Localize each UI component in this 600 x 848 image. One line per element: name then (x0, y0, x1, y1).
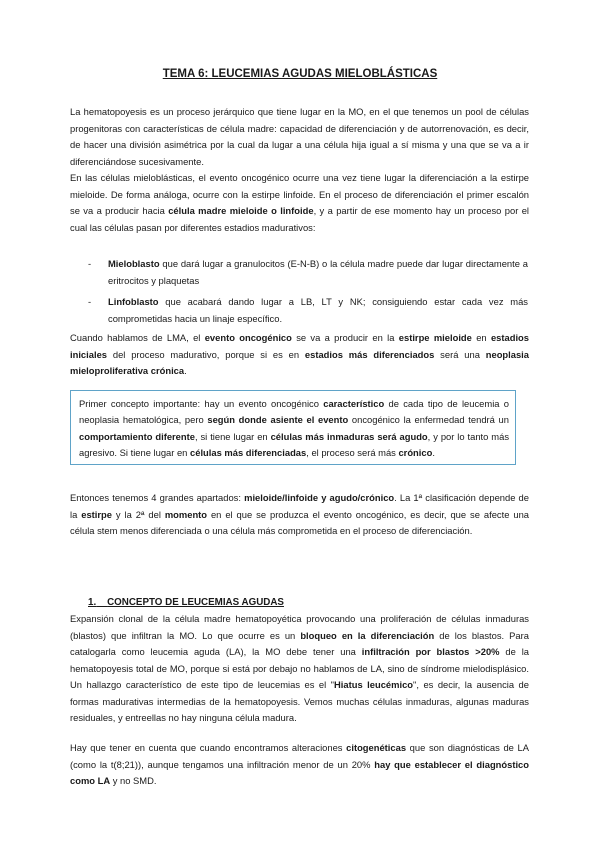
list-item: - Linfoblasto que acabará dando lugar a LB, LT y NK; consiguiendo estar cada vez más comprometidas hacia un linaje específico. (88, 296, 528, 324)
paragraph-text: La hematopoyesis es un proceso jerárquico que tiene lugar en la MO, en el que tenemos un pool de células progenitoras con características de célula madre: capacidad de diferenciación y de autorrenovación, es decir, de hacer una división asimétrica por la cual da lugar a una célula hija igual a sí misma y una que se va a ir diferenciándose sucesivamente. (70, 106, 529, 167)
paragraph-concepto: Expansión clonal de la célula madre hematopoyética provocando una proliferación de células inmaduras (blastos) que infiltran la MO. Lo que ocurre es un bloqueo en la diferenciación de los blastos. Para catalogarla como leucemia aguda (LA), la MO debe tener una infiltración por blastos >20% de la hematopoyesis total de MO, porque si está por debajo no hablamos de LA, sino de síndrome mielodisplásico. Un hallazgo característico de este tipo de leucemias es el "Hiatus leucémico", es decir, la ausencia de formas madurativas intermedias de la hematopoyesis. Vemos muchas células inmaduras, algunas maduras residuales, y entreellas no hay ninguna célula madura. (70, 613, 529, 723)
paragraph-hematopoyesis (70, 104, 529, 170)
list-item: - Mieloblasto que dará lugar a granulocitos (E-N-B) o la célula madre puede dar lugar directamente a eritrocitos y plaquetas (88, 258, 528, 286)
paragraph-mieloblasticas: En las células mieloblásticas, el evento oncogénico ocurre una vez tiene lugar la diferenciación a la estirpe mieloide. De forma análoga, ocurre con la estirpe linfoide. En el proceso de diferenciación el primer escalón se va a producir hacia célula madre mieloide o linfoide, y a partir de ese momento hay un proceso por el cual las células pasan por diferentes estadios madurativos: (70, 172, 529, 233)
page-title: TEMA 6: LEUCEMIAS AGUDAS MIELOBLÁSTICAS (162, 68, 438, 80)
section-heading: 1. CONCEPTO DE LEUCEMIAS AGUDAS (88, 597, 284, 608)
important-concept-box: Primer concepto importante: hay un evento oncogénico característico de cada tipo de leucemia o neoplasia hematológica, pero según donde asiente el evento oncogénico la enfermedad tendrá un comportamiento diferente, si tiene lugar en células más inmaduras será agudo, y por lo tanto más agresivo. Si tiene lugar en células más diferenciadas, el proceso será más crónico. (70, 390, 516, 465)
maturation-list (88, 256, 528, 327)
paragraph-citogenetica: Hay que tener en cuenta que cuando encontramos alteraciones citogenéticas que son diagnósticas de LA (como la t(8;21)), aunque tengamos una infiltración menor de un 20% hay que establecer el diagnóstico como LA y no SMD. (70, 742, 530, 786)
paragraph-lma: Cuando hablamos de LMA, el evento oncogénico se va a producir en la estirpe mieloide en estadios iniciales del proceso madurativo, porque si es en estadios más diferenciados será una neoplasia mieloproliferativa crónica. (70, 332, 529, 376)
paragraph-apartados: Entonces tenemos 4 grandes apartados: mieloide/linfoide y agudo/crónico. La 1ª clasificación depende de la estirpe y la 2ª del momento en el que se produzca el evento oncogénico, es decir, que se afecte una célula stem menos diferenciada o una célula más comprometida en el proceso de diferenciación. (70, 492, 529, 536)
